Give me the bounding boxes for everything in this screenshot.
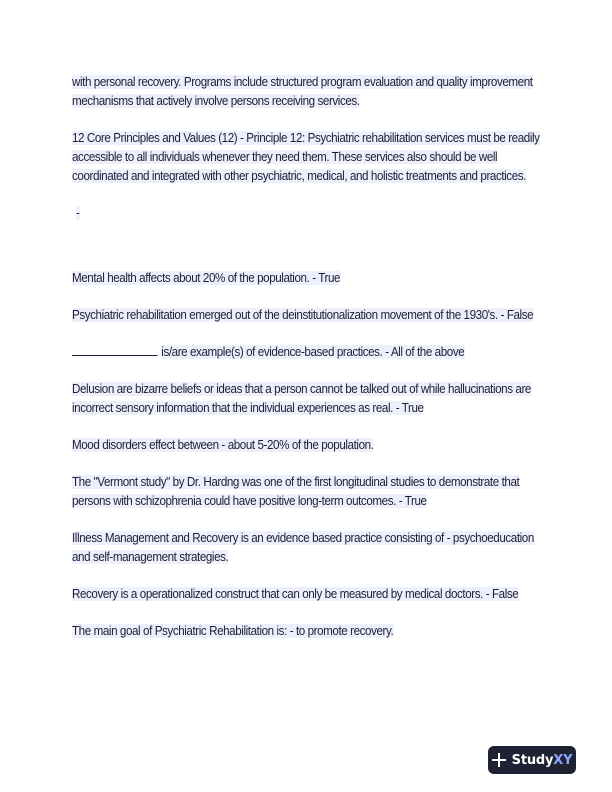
paragraph-text: with personal recovery. Programs include structured program evaluation and quality improvement mechanisms that actively involve persons receiving services. xyxy=(72,75,533,108)
question-psych-rehab-origin xyxy=(72,306,542,325)
question-text: Mental health affects about 20% of the population. - True xyxy=(72,271,341,285)
question-text: The main goal of Psychiatric Rehabilitation is: - to promote recovery. xyxy=(72,624,394,638)
paragraph-program-evaluation xyxy=(72,73,542,111)
question-text: is/are example(s) of evidence-based practices. - All of the above xyxy=(161,345,465,359)
document-body xyxy=(72,73,542,659)
paragraph-text: 12 Core Principles and Values (12) - Principle 12: Psychiatric rehabilitation services must be readily accessible to all individuals whenever they need them. These services also should be well coordinated and integrated with other psychiatric, medical, and holistic treatments and practices. xyxy=(72,131,540,183)
question-evidence-based xyxy=(72,343,542,362)
question-mood-disorders xyxy=(72,436,542,455)
question-text: The "Vermont study" by Dr. Hardng was one of the first longitudinal studies to demonstrate that persons with schizophrenia could have positive long-term outcomes. - True xyxy=(72,475,520,508)
question-text: Illness Management and Recovery is an evidence based practice consisting of - psychoeducation and self-management strategies. xyxy=(72,531,534,564)
studyxy-logo[interactable] xyxy=(488,746,576,774)
logo-brand-suffix: XY xyxy=(553,752,573,768)
question-vermont-study xyxy=(72,473,542,511)
logo-brand-prefix: Study xyxy=(511,752,554,768)
question-main-goal xyxy=(72,622,542,641)
question-illness-management xyxy=(72,529,542,567)
paragraph-dash xyxy=(76,204,546,223)
question-recovery-construct xyxy=(72,585,542,604)
question-text: Psychiatric rehabilitation emerged out of the deinstitutionalization movement of the 1930's. - False xyxy=(72,308,534,322)
logo-wordmark xyxy=(512,753,573,768)
paragraph-text: - xyxy=(76,206,80,220)
paragraph-principle-12 xyxy=(72,129,542,186)
question-mental-health xyxy=(72,269,542,288)
question-text: Recovery is a operationalized construct that can only be measured by medical doctors. - False xyxy=(72,587,519,601)
question-text: Mood disorders effect between - about 5-20% of the population. xyxy=(72,438,374,452)
question-delusion xyxy=(72,380,542,418)
plus-icon xyxy=(492,753,506,767)
question-text: Delusion are bizarre beliefs or ideas that a person cannot be talked out of while hallucinations are incorrect sensory information that the individual experiences as real. - True xyxy=(72,382,531,415)
fill-in-blank xyxy=(72,343,158,356)
